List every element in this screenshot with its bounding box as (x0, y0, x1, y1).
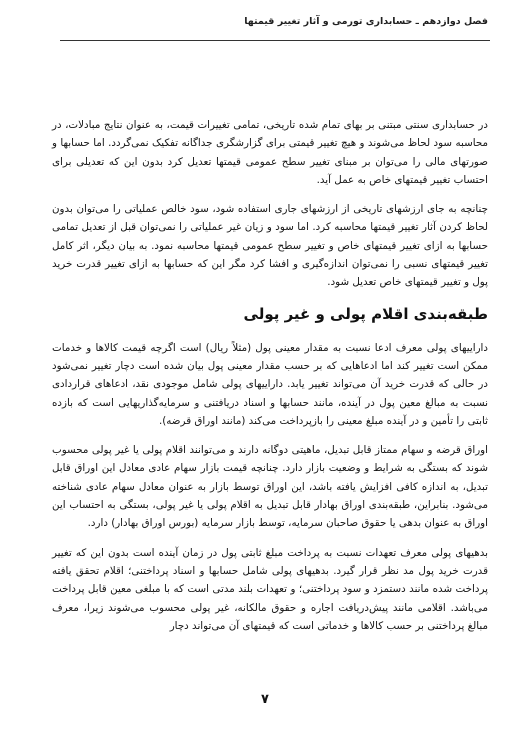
section-heading: طبقه‌بندی اقلام پولی و غیر پولی (243, 304, 488, 323)
header-rule (60, 40, 490, 41)
paragraph-monetary-liabilities: بدهیهای پولی معرف تعهدات نسبت به پرداخت مبلغ ثابتی پول در زمان آینده است بدون این که تغییر قدرت خرید پول مد نظر قرار گیرد. بدهیهای پولی شامل حسابها و اسناد پرداختنی؛ اقلام تحقق یافته پرداخت شده مانند دستمزد و سود پرداختنی؛ و تعهدات بلند مدتی است که با مبلغی معین قابل پرداخت می‌باشد. اقلامی مانند پیش‌دریافت اجاره و حقوق مالکانه، غیر پولی محسوب می‌شوند زیرا، معرف مبالغ پرداختنی بر حسب کالاها و خدماتی است که قیمتهای آن می‌تواند دچار (52, 546, 488, 632)
page-number: ۷ (261, 692, 269, 707)
paragraph-monetary-assets: داراییهای پولی معرف ادعا نسبت به مقدار معینی پول (مثلاً ریال) است اگرچه قیمت کالاها و خدمات ممکن است تغییر کند اما ادعاهایی که بر حسب مقدار معینی پول بیان شده است دچار تغییر نمی‌شود در حالی که قدرت خرید آن می‌تواند تغییر یابد. داراییهای پولی شامل موجودی نقد، ادعاهای قراردادی نسبت به مبالغ معین پول در آینده، مانند حسابها و اسناد دریافتنی و سرمایه‌گذاریهایی است که بازده ثابتی را تأمین و در آینده مبلغ معینی را بازپرداخت می‌کند (مانند اوراق قرضه). (52, 341, 488, 427)
paragraph-current-values: چنانچه به جای ارزشهای تاریخی از ارزشهای جاری استفاده شود، سود خالص عملیاتی را می‌توان بدون لحاظ کردن آثار تغییر قیمتها محاسبه کرد. اما سود و زیان غیر عملیاتی را نمی‌توان قبل از تعدیل تمامی حسابها به ازای تغییر قیمتهای خاص و تغییر سطح عمومی قیمتها محاسبه نمود. به بیان دیگر، اثر کامل تغییر قیمتهای نسبی را نمی‌توان اندازه‌گیری و افشا کرد مگر این که حسابها به ازای تغییر قدرت خرید پول و تغییر قیمتهای خاص تعدیل شود. (52, 203, 488, 289)
paragraph-convertible-securities: اوراق قرضه و سهام ممتاز قابل تبدیل، ماهیتی دوگانه دارند و می‌توانند اقلام پولی یا غیر پولی محسوب شوند که بستگی به شرایط و وضعیت بازار دارد. چنانچه قیمت بازار سهام عادی معادل این اوراق قابل تبدیل، به اندازه کافی افزایش یافته باشد، این اوراق توسط بازار به عنوان معادل سهام عادی شناخته می‌شود. بنابراین، طبقه‌بندی اوراق بهادار قابل تبدیل به اقلام پولی یا غیر پولی، بستگی به احتساب این اوراق به عنوان بدهی یا حقوق صاحبان سرمایه، توسط بازار سرمایه (بورس اوراق بهادار) دارد. (52, 444, 488, 530)
running-header: فصل دوازدهم ـ حسابداری تورمی و آثار تغییر قیمتها (244, 16, 488, 27)
page-body (52, 116, 488, 646)
paragraph-historical-cost: در حسابداری سنتی مبتنی بر بهای تمام شده تاریخی، تمامی تغییرات قیمت، به عنوان نتایج مبادلات، در محاسبه سود لحاظ می‌شوند و هیچ تغییر قیمتی برای گزارشگری جداگانه تفکیک نمی‌گردد. اما حسابها و صورتهای مالی را می‌توان بر مبنای تغییر سطح عمومی قیمتها تعدیل کرد بدون این که تعدیلی برای احتساب تغییر قیمتهای خاص به عمل آید. (52, 119, 488, 186)
